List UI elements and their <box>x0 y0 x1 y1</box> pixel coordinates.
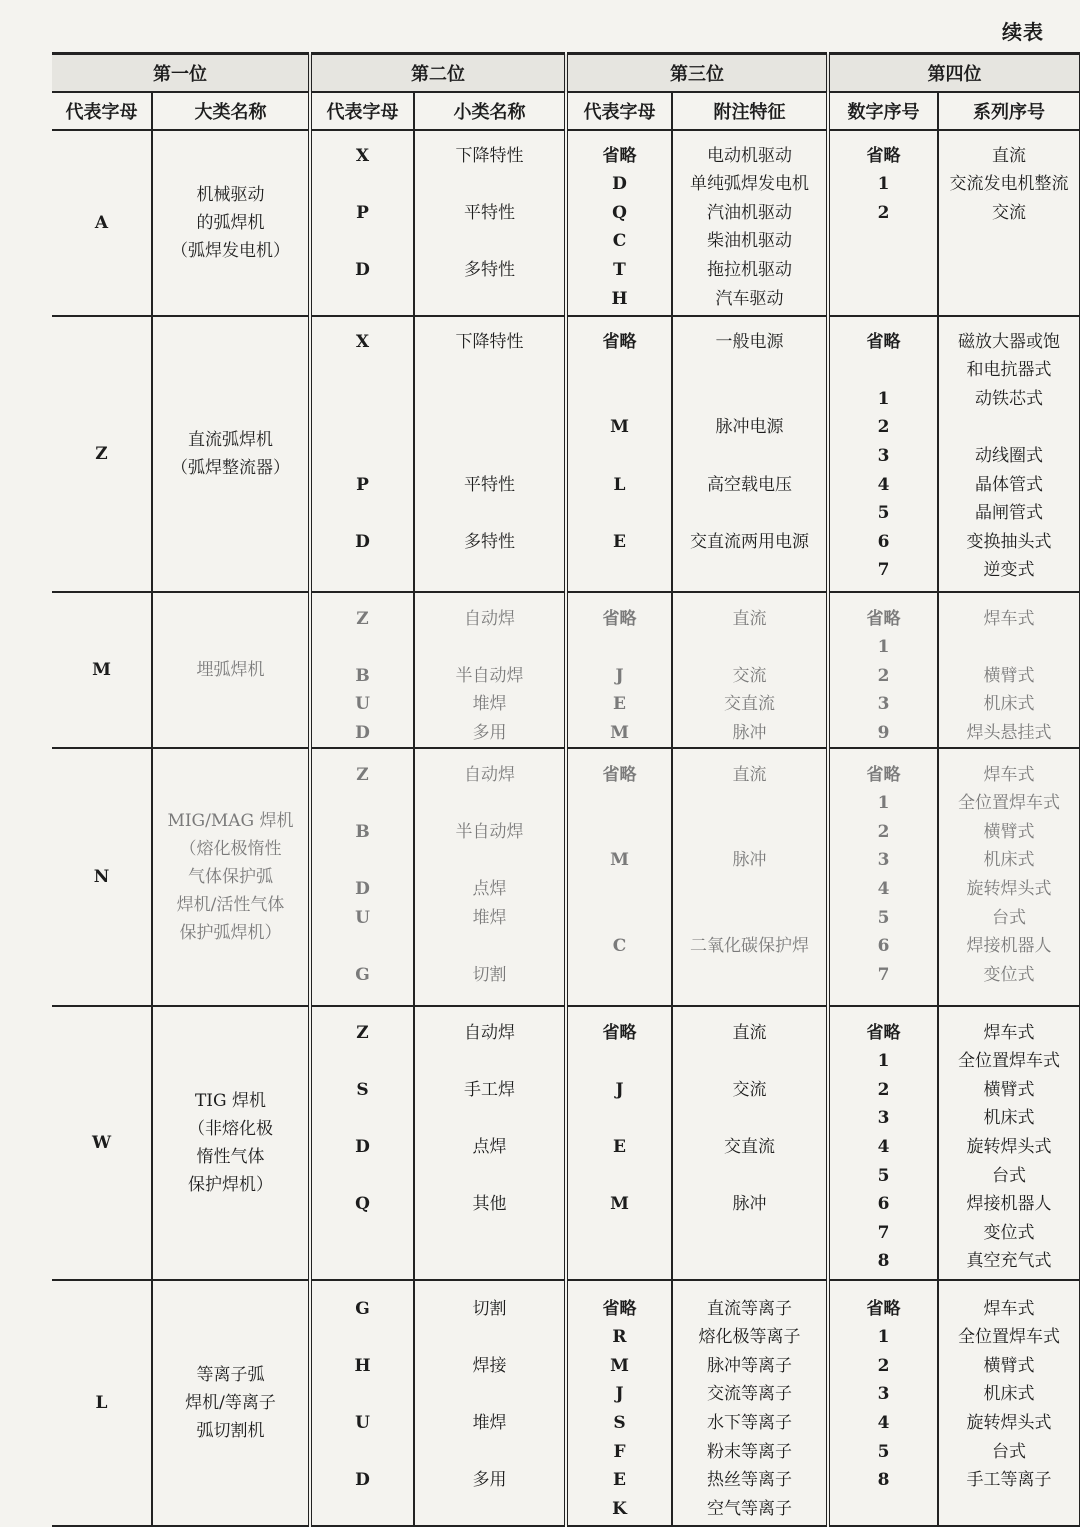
number-item: 5 <box>877 907 890 928</box>
category-name-line: 焊机/等离子 <box>185 1392 276 1413</box>
number-item: 省略 <box>866 331 901 352</box>
feature-letter-item: J <box>615 1079 624 1100</box>
feature-letter-item: Q <box>612 202 627 223</box>
series-item: 焊接机器人 <box>966 936 1052 957</box>
table-row <box>52 592 1080 748</box>
number-cell <box>828 316 938 592</box>
subclass-letter-item: H <box>354 1355 371 1376</box>
feature-letter-item: M <box>610 722 629 743</box>
series-item: 真空充气式 <box>966 1251 1052 1272</box>
subclass-letter-item: D <box>355 878 370 899</box>
number-item: 7 <box>877 560 890 581</box>
category-code: L <box>52 1280 152 1526</box>
category-name-line: 埋弧焊机 <box>196 659 265 680</box>
subclass-name-cell <box>414 592 566 748</box>
feature-name-item: 热丝等离子 <box>707 1470 792 1491</box>
series-item: 台式 <box>992 907 1026 928</box>
subclass-letter-item: P <box>356 202 369 223</box>
subclass-name-item: 堆焊 <box>472 1412 507 1433</box>
subclass-name-item: 自动焊 <box>464 1022 515 1043</box>
number-item: 2 <box>877 202 890 223</box>
number-item: 1 <box>877 1327 890 1348</box>
series-item: 台式 <box>992 1441 1026 1462</box>
subclass-name-item: 焊接 <box>472 1355 507 1376</box>
number-item: 5 <box>877 1165 890 1186</box>
position-2-header: 第二位 <box>310 54 566 92</box>
feature-letter-item: F <box>613 1441 626 1462</box>
feature-letter-item: M <box>610 1355 629 1376</box>
category-name-line: 等离子弧 <box>196 1364 265 1385</box>
category-name-line: 惰性气体 <box>196 1146 265 1167</box>
feature-name-item: 直流 <box>732 608 767 629</box>
table-row <box>52 748 1080 1006</box>
subclass-letter-item: D <box>355 722 370 743</box>
feature-letter-item: K <box>612 1498 627 1519</box>
number-item: 5 <box>877 1441 890 1462</box>
series-item: 机床式 <box>983 850 1035 871</box>
subclass-name-item: 多用 <box>472 1470 507 1491</box>
subclass-letter-item: U <box>355 907 370 928</box>
series-item: 磁放大器或饱 <box>958 331 1060 352</box>
series-item: 焊车式 <box>983 764 1035 785</box>
position-4-header: 第四位 <box>828 54 1080 92</box>
subclass-letter-item: D <box>355 259 370 280</box>
series-cell <box>938 1280 1080 1526</box>
subclass-name-item: 平特性 <box>464 474 515 495</box>
series-item: 横臂式 <box>983 1355 1035 1376</box>
subclass-name-item: 点焊 <box>472 1136 507 1157</box>
series-item: 横臂式 <box>983 665 1035 686</box>
category-code: A <box>52 130 152 316</box>
subclass-name-item: 自动焊 <box>464 608 515 629</box>
number-item: 7 <box>877 964 890 985</box>
feature-letter-item: J <box>615 665 624 686</box>
series-cell <box>938 130 1080 316</box>
series-item: 机床式 <box>983 1384 1035 1405</box>
feature-letter-item: 省略 <box>602 331 637 352</box>
position-1-header: 第一位 <box>52 54 310 92</box>
subclass-name-item: 半自动焊 <box>455 821 524 842</box>
number-item: 1 <box>877 1051 890 1072</box>
number-cell <box>828 130 938 316</box>
feature-name-cell <box>672 1006 828 1280</box>
subclass-name-cell <box>414 1280 566 1526</box>
feature-name-item: 汽车驱动 <box>715 288 784 309</box>
feature-name-item: 交直流两用电源 <box>690 531 809 552</box>
series-item: 焊头悬挂式 <box>966 722 1052 743</box>
series-item: 旋转焊头式 <box>966 1412 1052 1433</box>
subclass-name-item: 下降特性 <box>455 145 524 166</box>
feature-letter-cell <box>566 316 672 592</box>
series-item: 变位式 <box>983 1222 1035 1243</box>
subclass-letter-item: Z <box>356 608 369 629</box>
col-header-feature-letter: 代表字母 <box>566 92 672 130</box>
feature-letter-item: M <box>610 850 629 871</box>
feature-letter-item: 省略 <box>602 608 637 629</box>
number-cell <box>828 1280 938 1526</box>
number-item: 4 <box>877 474 890 495</box>
subclass-name-item: 堆焊 <box>472 694 507 715</box>
feature-letter-item: E <box>613 694 626 715</box>
col-header-category-name: 大类名称 <box>152 92 310 130</box>
series-item: 变换抽头式 <box>966 531 1052 552</box>
subclass-letter-cell <box>310 748 414 1006</box>
series-item: 全位置焊车式 <box>958 1327 1060 1348</box>
number-item: 省略 <box>866 1022 901 1043</box>
feature-name-item: 一般电源 <box>715 331 784 352</box>
feature-letter-item: E <box>613 1136 626 1157</box>
subclass-letter-item: P <box>356 474 369 495</box>
subclass-letter-item: Z <box>356 764 369 785</box>
series-item: 晶体管式 <box>975 474 1043 495</box>
series-item: 晶闸管式 <box>975 503 1043 524</box>
feature-name-item: 脉冲电源 <box>715 417 784 438</box>
number-item: 1 <box>877 637 890 658</box>
feature-name-item: 柴油机驱动 <box>707 231 792 252</box>
table-row <box>52 130 1080 316</box>
subclass-name-item: 切割 <box>472 1298 507 1319</box>
col-header-feature: 附注特征 <box>672 92 828 130</box>
table-row <box>52 1280 1080 1526</box>
number-item: 4 <box>877 1136 890 1157</box>
subclass-name-cell <box>414 130 566 316</box>
subclass-name-item: 手工焊 <box>464 1079 515 1100</box>
number-item: 省略 <box>866 1298 901 1319</box>
subclass-name-item: 多特性 <box>464 259 515 280</box>
number-item: 3 <box>877 445 890 466</box>
number-item: 省略 <box>866 764 901 785</box>
series-item: 逆变式 <box>983 560 1035 581</box>
number-item: 2 <box>877 1355 890 1376</box>
subclass-name-item: 平特性 <box>464 202 515 223</box>
number-item: 6 <box>877 531 890 552</box>
continued-label: 续表 <box>1002 20 1044 44</box>
category-name-line: 机械驱动 <box>196 184 265 205</box>
series-item: 交流发电机整流 <box>949 174 1069 195</box>
series-item: 动线圈式 <box>975 445 1043 466</box>
series-item: 全位置焊车式 <box>958 793 1060 814</box>
series-item: 旋转焊头式 <box>966 878 1052 899</box>
number-item: 1 <box>877 388 890 409</box>
feature-name-item: 交直流 <box>724 694 775 715</box>
series-cell <box>938 316 1080 592</box>
feature-name-item: 高空载电压 <box>707 474 792 495</box>
category-name-line: （弧焊整流器） <box>171 457 290 478</box>
category-code: Z <box>52 316 152 592</box>
category-name-line: 弧切割机 <box>196 1420 265 1441</box>
number-item: 8 <box>877 1251 890 1272</box>
series-item: 变位式 <box>983 964 1035 985</box>
feature-letter-item: M <box>610 417 629 438</box>
number-item: 5 <box>877 503 890 524</box>
category-code: W <box>52 1006 152 1280</box>
feature-letter-item: E <box>613 1470 626 1491</box>
feature-name-item: 汽油机驱动 <box>707 202 792 223</box>
category-name-line: 保护焊机） <box>188 1174 273 1195</box>
subclass-name-item: 堆焊 <box>472 907 507 928</box>
series-item: 直流 <box>992 145 1026 166</box>
category-name-line: MIG/MAG 焊机 <box>167 810 294 831</box>
feature-name-cell <box>672 1280 828 1526</box>
subclass-letter-item: X <box>355 331 370 352</box>
subclass-name-item: 半自动焊 <box>455 665 524 686</box>
number-item: 2 <box>877 417 890 438</box>
series-item: 全位置焊车式 <box>958 1051 1060 1072</box>
feature-name-item: 直流等离子 <box>707 1298 792 1319</box>
category-name <box>152 130 310 316</box>
col-header-subclass-name: 小类名称 <box>414 92 566 130</box>
series-item: 机床式 <box>983 1108 1035 1129</box>
feature-name-cell <box>672 748 828 1006</box>
number-item: 8 <box>877 1470 890 1491</box>
subclass-name-item: 多特性 <box>464 531 515 552</box>
feature-name-item: 脉冲 <box>732 722 767 743</box>
subclass-name-item: 下降特性 <box>455 331 524 352</box>
subclass-name-item: 多用 <box>472 722 507 743</box>
series-item: 横臂式 <box>983 821 1035 842</box>
col-header-series: 系列序号 <box>938 92 1080 130</box>
number-item: 6 <box>877 1194 890 1215</box>
number-item: 省略 <box>866 608 901 629</box>
feature-name-item: 二氧化碳保护焊 <box>690 936 809 957</box>
series-item: 横臂式 <box>983 1079 1035 1100</box>
category-name <box>152 316 310 592</box>
feature-name-item: 电动机驱动 <box>707 145 792 166</box>
subclass-name-item: 其他 <box>472 1194 507 1215</box>
number-item: 1 <box>877 174 890 195</box>
subclass-name-cell <box>414 748 566 1006</box>
subclass-letter-item: B <box>355 821 370 842</box>
subclass-name-item: 自动焊 <box>464 764 515 785</box>
subclass-letter-cell <box>310 316 414 592</box>
feature-name-item: 脉冲 <box>732 1194 767 1215</box>
subclass-letter-item: G <box>355 964 370 985</box>
feature-letter-item: S <box>613 1412 626 1433</box>
feature-name-cell <box>672 316 828 592</box>
category-name-line: 气体保护弧 <box>188 866 273 887</box>
feature-letter-item: M <box>610 1194 629 1215</box>
col-header-category-letter: 代表字母 <box>52 92 152 130</box>
feature-name-item: 脉冲 <box>732 850 767 871</box>
series-item: 机床式 <box>983 694 1035 715</box>
subclass-letter-item: U <box>355 694 370 715</box>
series-item: 焊车式 <box>983 1298 1035 1319</box>
subclass-name-item: 点焊 <box>472 878 507 899</box>
feature-letter-cell <box>566 748 672 1006</box>
feature-letter-item: C <box>612 936 627 957</box>
series-item: 焊车式 <box>983 608 1035 629</box>
number-item: 省略 <box>866 145 901 166</box>
feature-letter-item: 省略 <box>602 145 637 166</box>
feature-letter-cell <box>566 130 672 316</box>
col-header-subclass-letter: 代表字母 <box>310 92 414 130</box>
number-item: 3 <box>877 694 890 715</box>
category-name <box>152 748 310 1006</box>
feature-name-item: 直流 <box>732 764 767 785</box>
feature-name-item: 直流 <box>732 1022 767 1043</box>
subclass-letter-item: Z <box>356 1022 369 1043</box>
feature-letter-item: R <box>612 1327 627 1348</box>
subclass-letter-item: D <box>355 1470 370 1491</box>
series-cell <box>938 748 1080 1006</box>
category-name <box>152 1280 310 1526</box>
feature-letter-cell <box>566 1006 672 1280</box>
feature-letter-item: E <box>613 531 626 552</box>
series-item: 手工等离子 <box>966 1470 1052 1491</box>
series-cell <box>938 592 1080 748</box>
number-item: 2 <box>877 1079 890 1100</box>
number-item: 3 <box>877 1384 890 1405</box>
welder-model-code-table <box>52 52 1080 1527</box>
subclass-letter-item: G <box>355 1298 370 1319</box>
number-item: 4 <box>877 878 890 899</box>
category-name-line: TIG 焊机 <box>194 1090 267 1111</box>
feature-name-item: 熔化极等离子 <box>698 1327 801 1348</box>
subclass-letter-cell <box>310 592 414 748</box>
category-name-line: （弧焊发电机） <box>171 240 290 261</box>
number-item: 9 <box>877 722 890 743</box>
feature-letter-item: D <box>612 174 627 195</box>
number-item: 3 <box>877 1108 890 1129</box>
number-item: 4 <box>877 1412 890 1433</box>
subclass-letter-item: X <box>355 145 370 166</box>
feature-letter-item: 省略 <box>602 1022 637 1043</box>
series-item: 台式 <box>992 1165 1026 1186</box>
feature-name-item: 交直流 <box>724 1136 775 1157</box>
feature-letter-cell <box>566 592 672 748</box>
number-item: 3 <box>877 850 890 871</box>
subclass-letter-item: B <box>355 665 370 686</box>
feature-name-item: 水下等离子 <box>707 1412 792 1433</box>
number-item: 6 <box>877 936 890 957</box>
series-item: 焊接机器人 <box>966 1194 1052 1215</box>
subclass-name-cell <box>414 1006 566 1280</box>
category-code: N <box>52 748 152 1006</box>
category-name-line: 直流弧焊机 <box>188 429 273 450</box>
feature-name-item: 粉末等离子 <box>707 1441 792 1462</box>
subclass-letter-cell <box>310 130 414 316</box>
number-item: 2 <box>877 821 890 842</box>
number-cell <box>828 1006 938 1280</box>
feature-name-item: 空气等离子 <box>707 1498 792 1519</box>
feature-name-item: 交流 <box>732 665 767 686</box>
feature-name-cell <box>672 592 828 748</box>
feature-letter-item: 省略 <box>602 764 637 785</box>
category-name-line: 焊机/活性气体 <box>176 894 285 915</box>
category-name <box>152 592 310 748</box>
series-item: 交流 <box>992 202 1026 223</box>
position-3-header: 第三位 <box>566 54 828 92</box>
feature-name-item: 单纯弧焊发电机 <box>690 174 809 195</box>
subclass-letter-item: Q <box>355 1194 370 1215</box>
subclass-letter-item: U <box>355 1412 370 1433</box>
table-row <box>52 1006 1080 1280</box>
subclass-letter-item: D <box>355 531 370 552</box>
series-item: 和电抗器式 <box>966 360 1052 381</box>
category-name <box>152 1006 310 1280</box>
feature-name-item: 拖拉机驱动 <box>707 259 792 280</box>
subclass-name-item: 切割 <box>472 964 507 985</box>
feature-name-cell <box>672 130 828 316</box>
feature-letter-item: C <box>612 231 627 252</box>
feature-letter-item: 省略 <box>602 1298 637 1319</box>
feature-letter-item: T <box>613 259 626 280</box>
series-cell <box>938 1006 1080 1280</box>
number-cell <box>828 592 938 748</box>
number-item: 7 <box>877 1222 890 1243</box>
series-item: 旋转焊头式 <box>966 1136 1052 1157</box>
feature-name-item: 脉冲等离子 <box>707 1355 792 1376</box>
subclass-letter-item: D <box>355 1136 370 1157</box>
subclass-letter-cell <box>310 1006 414 1280</box>
series-item: 动铁芯式 <box>975 388 1043 409</box>
category-name-line: 的弧焊机 <box>196 212 265 233</box>
number-item: 1 <box>877 793 890 814</box>
number-cell <box>828 748 938 1006</box>
category-code: M <box>52 592 152 748</box>
feature-name-item: 交流 <box>732 1079 767 1100</box>
table-row <box>52 316 1080 592</box>
number-item: 2 <box>877 665 890 686</box>
feature-name-item: 交流等离子 <box>707 1384 792 1405</box>
category-name-line: （熔化极惰性 <box>179 838 282 859</box>
category-name-line: （非熔化极 <box>188 1118 273 1139</box>
subclass-name-cell <box>414 316 566 592</box>
subclass-letter-item: S <box>356 1079 369 1100</box>
feature-letter-item: H <box>611 288 628 309</box>
feature-letter-item: J <box>615 1384 624 1405</box>
category-name-line: 保护弧焊机） <box>179 922 282 943</box>
feature-letter-item: L <box>613 474 626 495</box>
series-item: 焊车式 <box>983 1022 1035 1043</box>
subclass-letter-cell <box>310 1280 414 1526</box>
col-header-number: 数字序号 <box>828 92 938 130</box>
feature-letter-cell <box>566 1280 672 1526</box>
